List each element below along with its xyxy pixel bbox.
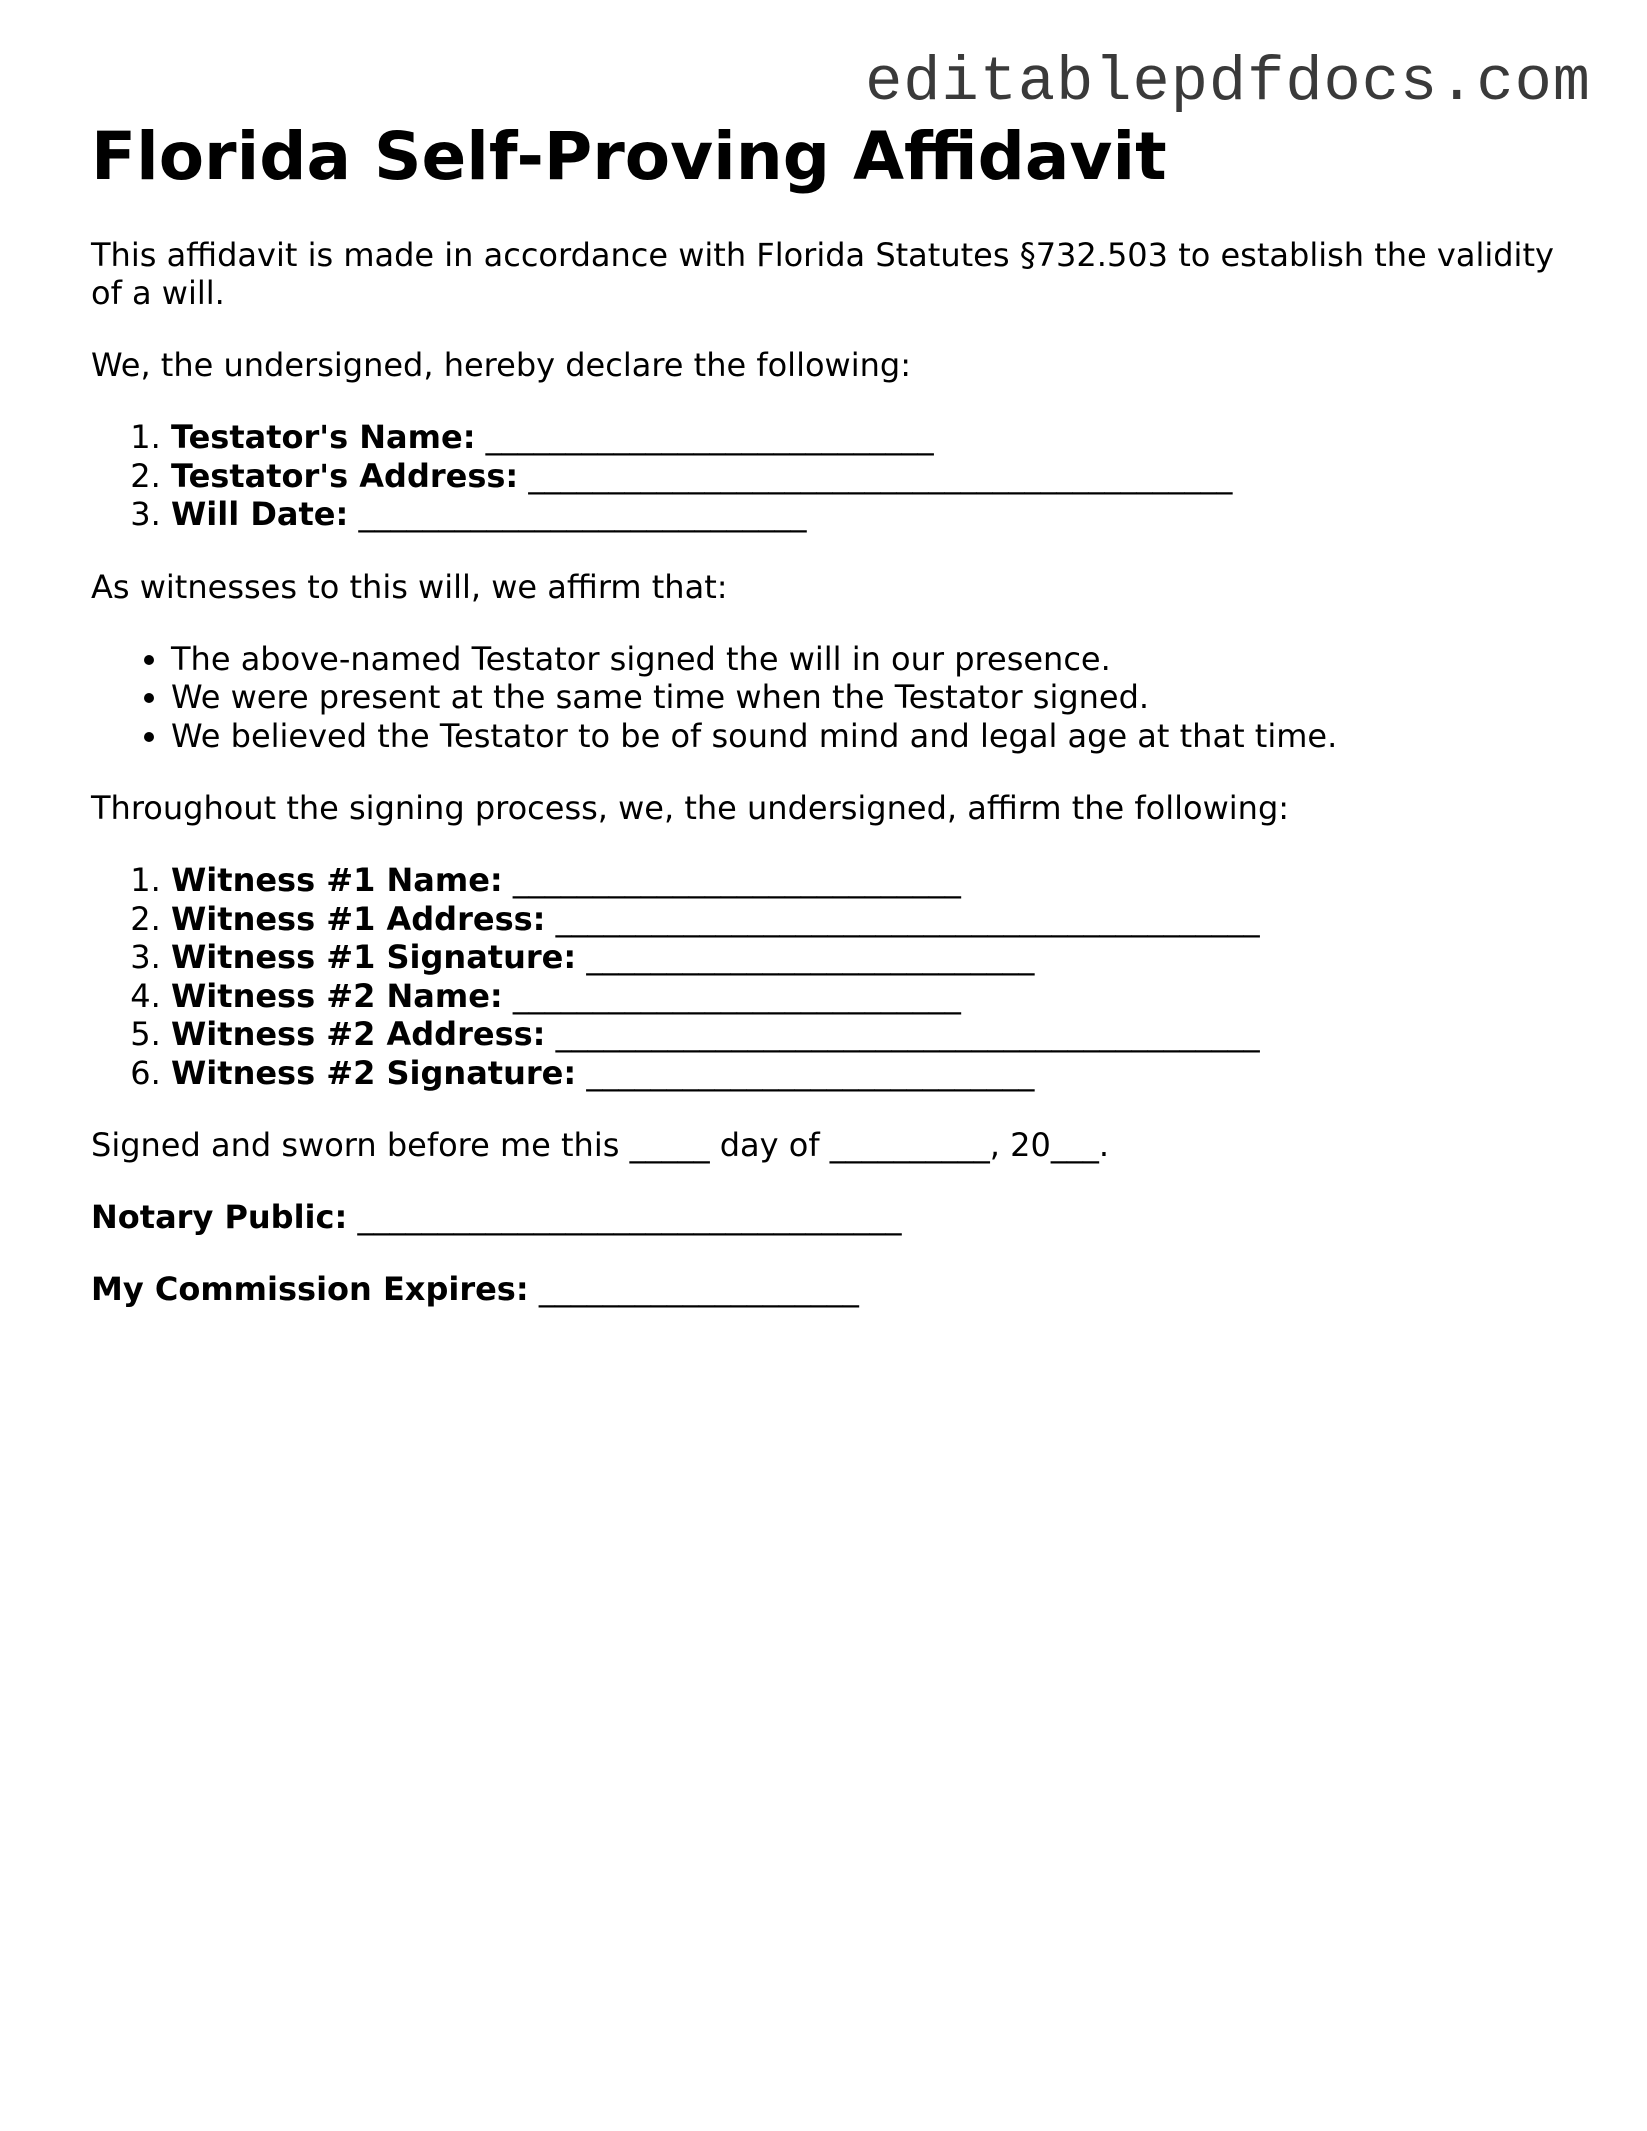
field-blank[interactable]: ____________________________ <box>512 861 961 899</box>
field-blank[interactable]: ____________________________________________ <box>555 899 1260 938</box>
affirmation-item: • The above-named Testator signed the will in our presence. <box>171 640 1561 679</box>
sworn-line[interactable]: Signed and sworn before me this _____ day of __________, 20___. <box>91 1126 1110 1164</box>
field-label: Witness #1 Signature: <box>171 938 577 976</box>
witness-1-name-field[interactable] <box>171 861 1561 900</box>
field-label: My Commission Expires: <box>91 1270 529 1308</box>
field-blank[interactable]: ____________________________ <box>358 495 807 533</box>
field-label: Witness #1 Address: <box>171 899 546 938</box>
field-label: Testator's Address: <box>171 456 519 495</box>
signing-intro: Throughout the signing process, we, the undersigned, affirm the following: <box>91 789 1290 827</box>
affidavit-document <box>91 118 1561 1342</box>
field-blank[interactable]: __________________________________ <box>357 1198 902 1236</box>
intro-paragraph: This affidavit is made in accordance with Florida Statutes §732.503 to establish the validity of a will. <box>91 236 1554 312</box>
testator-field-list <box>91 418 1561 534</box>
field-label: Witness #2 Name: <box>171 976 503 1015</box>
field-blank[interactable]: ____________________________ <box>512 976 961 1015</box>
field-label: Witness #2 Signature: <box>171 1053 577 1092</box>
witness-field-list <box>91 861 1561 1092</box>
affirmation-item: • We believed the Testator to be of sound mind and legal age at that time. <box>171 717 1561 756</box>
affirmation-item: • We were present at the same time when the Testator signed. <box>171 678 1561 717</box>
field-blank[interactable]: ____________________________ <box>586 938 1035 976</box>
testator-name-field[interactable] <box>171 418 1561 457</box>
field-blank[interactable]: ____________________________________________ <box>528 456 1233 495</box>
field-blank[interactable]: ____________________ <box>538 1270 859 1308</box>
field-label: Notary Public: <box>91 1198 348 1236</box>
field-blank[interactable]: ____________________________ <box>485 418 934 456</box>
field-label: Witness #1 Name: <box>171 861 503 899</box>
notary-public-field[interactable] <box>91 1198 1561 1236</box>
field-blank[interactable]: ____________________________________________ <box>555 1015 1260 1053</box>
testator-address-field[interactable] <box>171 457 1561 496</box>
witness-1-address-field[interactable] <box>171 900 1561 939</box>
field-label: Testator's Name: <box>171 418 476 456</box>
commission-expires-field[interactable] <box>91 1270 1561 1308</box>
field-blank[interactable]: ____________________________ <box>586 1053 1035 1092</box>
watermark: editablepdfdocs.com <box>865 47 1591 118</box>
witness-1-signature-field[interactable] <box>171 938 1561 977</box>
affirmation-list <box>91 640 1561 756</box>
declaration-paragraph: We, the undersigned, hereby declare the following: <box>91 346 911 384</box>
will-date-field[interactable] <box>171 495 1561 534</box>
witness-2-address-field[interactable] <box>171 1015 1561 1054</box>
witness-affirm-intro: As witnesses to this will, we affirm that: <box>91 567 728 606</box>
page-title: Florida Self-Proving Affidavit <box>91 118 1167 195</box>
field-label: Witness #2 Address: <box>171 1015 546 1053</box>
witness-2-signature-field[interactable] <box>171 1054 1561 1093</box>
field-label: Will Date: <box>171 495 349 533</box>
witness-2-name-field[interactable] <box>171 977 1561 1016</box>
